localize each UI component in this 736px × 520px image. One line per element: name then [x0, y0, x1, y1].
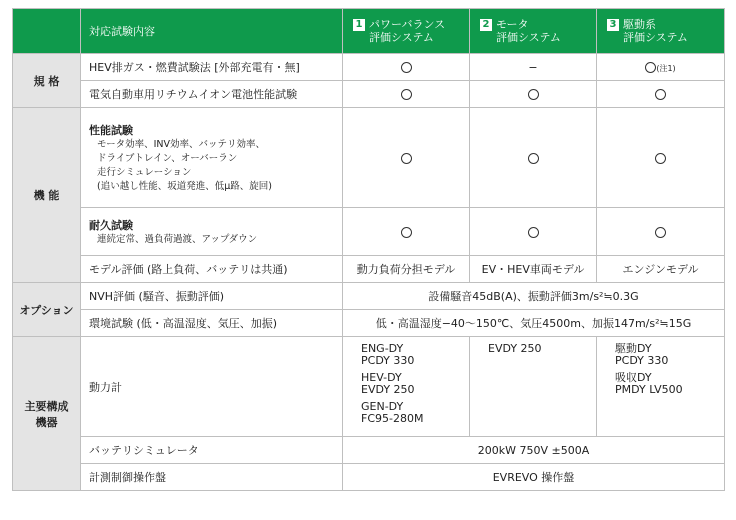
circle-mark-icon — [528, 227, 539, 238]
category-option: オプション — [13, 283, 81, 337]
category-function: 機 能 — [13, 108, 81, 283]
row-label: 電気自動車用リチウムイオン電池性能試験 — [81, 81, 343, 108]
performance-sub-3: 走行シミュレーション — [97, 166, 192, 178]
durability-sub: 連続定常、過負荷過渡、アップダウン — [97, 233, 258, 245]
spec-table — [12, 8, 725, 491]
row-label: 計測制御操作盤 — [81, 464, 343, 491]
row-label: 環境試験 (低・高温湿度、気圧、加振) — [81, 310, 343, 337]
row-label: モデル評価 (路上負荷、バッテリは共通) — [81, 256, 343, 283]
row-label: HEV排ガス・燃費試験法 [外部充電有・無] — [81, 54, 343, 81]
header-item-label: 対応試験内容 — [81, 9, 343, 54]
circle-mark-icon — [401, 89, 412, 100]
system-number-badge: 1 — [353, 19, 365, 31]
header-row — [13, 9, 725, 54]
category-standard: 規 格 — [13, 54, 81, 108]
row-battery-sim — [13, 437, 725, 464]
control-value: EVREVO 操作盤 — [343, 464, 725, 491]
row-battery-test — [13, 81, 725, 108]
dyno-system-1: ENG-DY PCDY 330 HEV-DY EVDY 250 GEN-DY FC95-280M — [343, 337, 470, 437]
header-system-2: 2 モータ 評価システム — [470, 9, 597, 54]
circle-mark-icon — [645, 62, 656, 73]
circle-mark-icon — [401, 227, 412, 238]
row-model-eval — [13, 256, 725, 283]
dash-cell: − — [470, 54, 597, 81]
row-performance — [13, 108, 725, 208]
circle-mark-icon — [401, 153, 412, 164]
env-value: 低・高温湿度−40〜150℃、気圧4500m、加振147m/s²≒15G — [343, 310, 725, 337]
durability-title: 耐久試験 — [89, 218, 133, 232]
circle-mark-icon — [655, 153, 666, 164]
circle-mark-icon — [655, 227, 666, 238]
circle-mark-icon — [528, 153, 539, 164]
performance-title: 性能試験 — [89, 123, 133, 137]
row-label: バッテリシミュレータ — [81, 437, 343, 464]
row-hev — [13, 54, 725, 81]
row-durability — [13, 208, 725, 256]
model-cell-3: エンジンモデル — [597, 256, 725, 283]
system-number-badge: 2 — [480, 19, 492, 31]
header-system-3: 3 駆動系 評価システム — [597, 9, 725, 54]
row-control — [13, 464, 725, 491]
row-label: 動力計 — [81, 337, 343, 437]
row-dyno — [13, 337, 725, 437]
category-main-equipment: 主要構成 機器 — [13, 337, 81, 491]
dyno-system-2: EVDY 250 — [470, 337, 597, 437]
performance-sub-1: モータ効率、INV効率、バッテリ効率、 — [97, 138, 266, 150]
row-env — [13, 310, 725, 337]
performance-sub-4: (追い越し性能、坂道発進、低μ路、旋回) — [97, 180, 272, 192]
nvh-value: 設備騒音45dB(A)、振動評価3m/s²≒0.3G — [343, 283, 725, 310]
row-label: NVH評価 (騒音、振動評価) — [81, 283, 343, 310]
circle-mark-icon — [655, 89, 666, 100]
model-cell-2: EV・HEV車両モデル — [470, 256, 597, 283]
header-system-1: 1 パワーバランス 評価システム — [343, 9, 470, 54]
circle-mark-icon — [401, 62, 412, 73]
battery-sim-value: 200kW 750V ±500A — [343, 437, 725, 464]
dyno-system-3: 駆動DY PCDY 330 吸収DY PMDY LV500 — [597, 337, 725, 437]
circle-mark-icon — [528, 89, 539, 100]
spec-table-container — [12, 8, 724, 491]
note-label: (注1) — [656, 63, 676, 73]
row-nvh — [13, 283, 725, 310]
system-number-badge: 3 — [607, 19, 619, 31]
header-corner — [13, 9, 81, 54]
performance-sub-2: ドライブトレイン、オーバーラン — [97, 152, 238, 164]
model-cell-1: 動力負荷分担モデル — [343, 256, 470, 283]
